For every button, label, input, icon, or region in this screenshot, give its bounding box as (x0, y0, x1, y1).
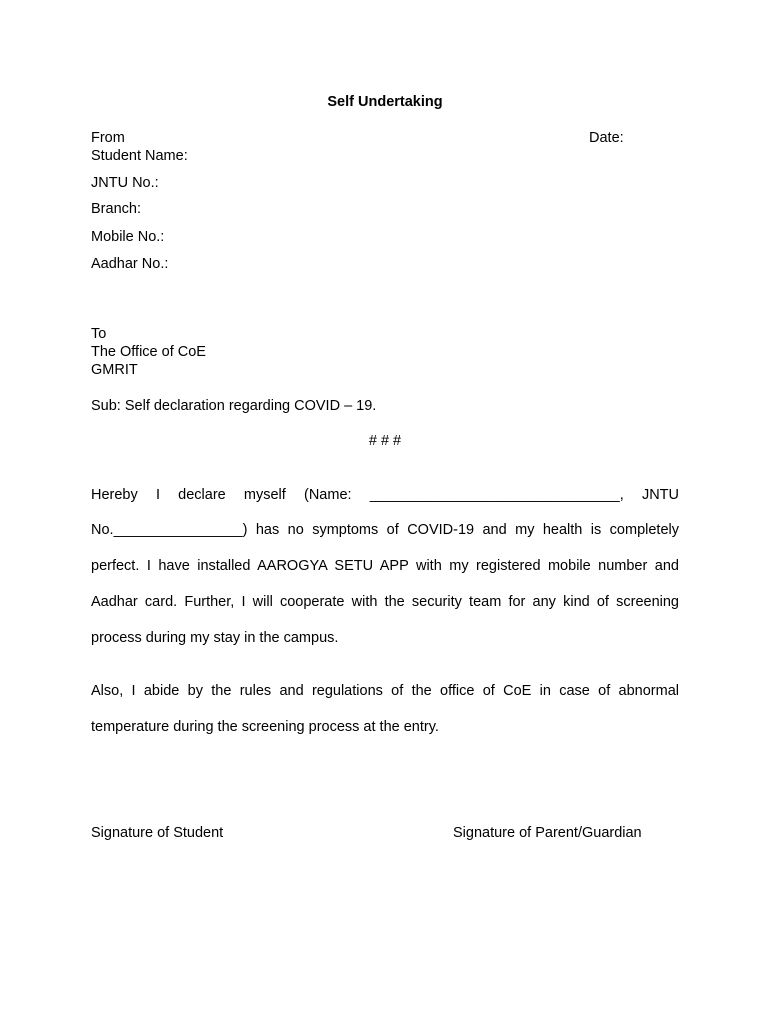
from-label: From (91, 130, 125, 146)
paragraph2-line: temperature during the screening process at the entry. (91, 719, 439, 735)
to-line: To (91, 326, 107, 342)
date-label: Date: (589, 130, 624, 146)
paragraph1-line: Aadhar card. Further, I will cooperate with the security team for any kind of screening (91, 594, 679, 610)
document-title: Self Undertaking (327, 94, 443, 110)
field-mobile-no: Mobile No.: (91, 229, 165, 245)
paragraph1-line: Hereby I declare myself (Name: _______________________________, JNTU (91, 487, 679, 503)
signature-student: Signature of Student (91, 825, 224, 841)
field-aadhar-no: Aadhar No.: (91, 256, 169, 272)
subject-line: Sub: Self declaration regarding COVID – 19. (91, 398, 377, 414)
paragraph1-line: perfect. I have installed AAROGYA SETU APP with my registered mobile number and (91, 558, 679, 574)
field-student-name: Student Name: (91, 148, 188, 164)
signature-parent: Signature of Parent/Guardian (453, 825, 642, 841)
separator: # # # (368, 433, 402, 449)
paragraph1-line: No.________________) has no symptoms of COVID-19 and my health is completely (91, 522, 679, 538)
recipient-office: The Office of CoE (91, 344, 206, 360)
paragraph2-line: Also, I abide by the rules and regulations of the office of CoE in case of abnormal (91, 683, 679, 699)
field-branch: Branch: (91, 201, 141, 217)
recipient-institution: GMRIT (91, 362, 138, 378)
paragraph1-line: process during my stay in the campus. (91, 630, 339, 646)
field-jntu-no: JNTU No.: (91, 175, 159, 191)
